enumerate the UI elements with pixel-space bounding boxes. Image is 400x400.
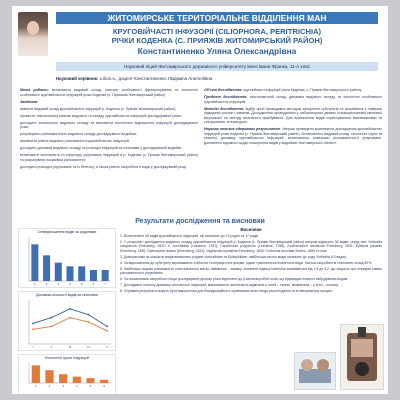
bar xyxy=(32,365,40,383)
data-point xyxy=(32,323,34,325)
chart-1 xyxy=(18,228,116,288)
chart-3-plot xyxy=(19,355,115,389)
x-tick-label: 3 xyxy=(57,282,60,286)
bar xyxy=(55,263,62,281)
poster xyxy=(12,6,388,394)
x-tick-label: V xyxy=(105,345,109,349)
affiliation: Науковий ліцей Житомирського державного університету імені Івана Франка, 11-А клас xyxy=(56,62,378,71)
bar xyxy=(90,270,97,281)
results-paragraph: 3. Домінуючими за кількістю видів виявилися родини Vorticellidae та Epistylididae; найбільша частка видів належить до роду Vorticella (10 видів). xyxy=(120,254,347,259)
x-tick-label: IV xyxy=(87,345,90,349)
bar xyxy=(45,370,53,383)
chart-3 xyxy=(18,354,116,394)
x-tick-label: 5 xyxy=(89,384,92,388)
bar xyxy=(78,266,85,281)
data-point xyxy=(106,326,108,328)
object-paragraph xyxy=(204,88,382,93)
novelty-paragraph xyxy=(204,127,382,145)
x-tick-label: 6 xyxy=(92,282,95,286)
data-point xyxy=(51,326,53,328)
tasks-heading xyxy=(20,100,198,105)
x-tick-label: 7 xyxy=(104,282,106,286)
chart-2 xyxy=(18,291,116,351)
results-paragraph: 2. У результаті дослідження видового складу круговійчастих інфузорій р. Коденка (с. Пряжів Житомирський район) вперше відмічено 36 видів, серед них: Vorticella campanula Ehrenberg, 1831; V. convallaria (Linnaeus, 1767); Carchesium polypinum (Linnaeus, 1758); Zoothamnium arbuscula Ehrenberg, 1831; Epistylis plicatilis Ehrenberg, 1830; Opercularia nutans (Ehrenberg, 1831); Vaginicola crystallina Ehrenberg, 1830; Cothurnia annulata Stokes, 1885 та інші. xyxy=(120,240,382,253)
goal-paragraph xyxy=(20,88,198,97)
object-label: Об’єкт дослідження: xyxy=(204,88,243,92)
data-point xyxy=(69,317,71,319)
chart-1-title: Співвідношення видів за родинами xyxy=(37,230,97,234)
subject-label: Предмет дослідження: xyxy=(204,95,248,99)
task-item: визначити рівень видового різноманіття круговійчастих інфузорій; xyxy=(20,139,130,143)
tasks-label: Завдання: xyxy=(20,99,39,104)
results-paragraph: 7. Досліджено сезонну динаміку чисельності інфузорій: максимальна чисельність відмічена у липні – серпні, мінімальна – у січні – лютому. xyxy=(120,282,339,287)
x-tick-label: 2 xyxy=(48,384,51,388)
methods-label: Методи дослідження: xyxy=(204,106,245,111)
supervisor-text: к.біол.н., доцент Константиненко Людмила Анатоліївна xyxy=(99,76,213,81)
chart-3-title: Екологічні групи інфузорій xyxy=(45,356,89,360)
novelty-label: Наукова новизна одержаних результатів. xyxy=(204,127,281,131)
x-tick-label: 2 xyxy=(45,282,48,286)
results-heading: Висновки xyxy=(240,227,262,232)
x-tick-label: 6 xyxy=(103,384,106,388)
task-item: дослідити розподіл угруповань та їх бентосу, а також рівень сапробності води у досліджуваній річці. xyxy=(20,164,187,169)
data-point xyxy=(88,321,90,323)
organization-banner: ЖИТОМИРСЬКЕ ТЕРИТОРІАЛЬНЕ ВІДДІЛЕННЯ МАН xyxy=(56,12,378,24)
x-tick-label: 4 xyxy=(75,384,78,388)
task-item: вивчити видовий склад круговійчастих інфузорій р. Коденка (с. Пряжів Житомирський район); xyxy=(20,106,177,111)
subject-paragraph xyxy=(204,95,382,104)
results-text xyxy=(120,228,382,295)
chart-2-plot xyxy=(19,292,115,350)
bar xyxy=(59,374,67,383)
bar xyxy=(73,377,81,383)
results-paragraphs xyxy=(120,234,382,293)
task-item: провести таксономічну ревізію видового та складу круговійчастих інфузорій досліджуваної річки; xyxy=(20,113,182,118)
results-paragraph: 8. Отримані результати можуть бути використані для біоіндикаційного оцінювання якості води річки Коденка та в навчальному процесі. xyxy=(120,288,333,293)
intro-right-column xyxy=(204,88,382,148)
results-paragraph: 1. Встановлено 36 видів круговійчастих інфузорій, які належать до 13 родин та 17 родів. xyxy=(120,234,259,239)
goal-text: встановити видовий склад, описати особливості функціонування та екологічні особливості круговійчастих інфузорій річки Коденка (с. Приязжів Житомирський район). xyxy=(20,88,198,97)
x-tick-label: ІІІ xyxy=(68,345,72,349)
x-tick-label: 1 xyxy=(34,384,37,388)
goal-label-text: Мета роботи: xyxy=(20,88,49,92)
data-point xyxy=(88,314,90,316)
bar xyxy=(31,244,38,281)
x-tick-label: 3 xyxy=(62,384,65,388)
supervisor xyxy=(56,76,378,81)
poster-title xyxy=(56,27,378,45)
chart-2-title: Динаміка кількості видів за сезонами xyxy=(36,293,98,297)
x-tick-label: І xyxy=(32,345,34,349)
bar xyxy=(86,378,94,383)
novelty-text: Уперше проведено комплексне дослідження круговійчастих інфузорій річки Коденка (с. Пряжів Житомирський район). Встановлено видовий склад, екологічні групи та сезонну динаміку круговійчастих інфузорій; встановлено показники різноманітності угруповань; доповнено відомості щодо поширення видів у водоймах Житомирської області. xyxy=(204,127,382,145)
methods-text: відбір проб проводився методом занурення субстратів та зіскрібання з поверхні підводних рослин і каменів. Дослідження проводилися у лабораторних умовах із використанням світлової мікроскопії та методу вітального фарбування. Для визначення видів користувалися визначниками та спеціальною літературою. xyxy=(204,106,382,124)
bar xyxy=(43,255,50,281)
bar xyxy=(102,270,109,281)
tasks-list xyxy=(20,107,198,170)
task-item: розрахувати різноманітність видового складу досліджуваної водойми; xyxy=(20,132,137,136)
supervisor-label: Науковий керівник: xyxy=(56,76,99,81)
bar xyxy=(100,380,108,383)
data-point xyxy=(51,317,53,319)
author-photo xyxy=(18,12,48,56)
x-tick-label: 5 xyxy=(80,282,83,286)
x-tick-label: 1 xyxy=(34,282,36,286)
data-point xyxy=(32,328,34,330)
object-text: круговійчасті інфузорії річки Коденка, с. Пряжів Житомирського району. xyxy=(243,88,363,92)
results-paragraph: 5. Найбільше видове різноманіття спостерігалося влітку, найменше – взимку; значення індексу Шеннона коливаються від 1,8 до 3,2, що свідчить про середній рівень різноманітності угруповань. xyxy=(120,266,382,275)
bar xyxy=(66,266,73,281)
data-point xyxy=(69,308,71,310)
task-item: встановити чисельність та структуру угруповань інфузорій в р. Коденка (с. Пряжів Житомирський район) та розрахувати показники різноманіття; xyxy=(20,153,198,162)
x-tick-label: ІІ xyxy=(50,345,53,349)
microscope-photo xyxy=(340,324,384,390)
author-name: Константиненко Уляна Олександрівна xyxy=(137,46,297,56)
task-item: дослідити динаміку видового складу та розподіл інфузорій за сезонами у досліджуваній водоймі; xyxy=(20,146,182,150)
title-line-1: КРУГОВІЙЧАСТІ ІНФУЗОРІЇ (CILIOPHORA, PERITRICHIA) xyxy=(112,27,322,36)
methods-paragraph xyxy=(204,107,382,125)
chart-1-plot xyxy=(19,229,115,287)
results-section-title: Результати дослідження та висновки xyxy=(135,218,265,225)
results-paragraph: 4. За відношенням до субстрату переважають епібіонти та перифітонні форми, рідше трапляються планктонні види. Частка сапробіонтів становить понад 60%. xyxy=(120,260,373,265)
subject-text: таксономічний склад, динаміка видового складу та екологічні особливості круговійчастих інфузорій. xyxy=(204,95,383,104)
x-tick-label: 4 xyxy=(69,282,71,286)
specimen-photo xyxy=(294,352,336,390)
data-point xyxy=(106,330,108,332)
intro-left-column xyxy=(20,88,198,172)
task-item: дослідити зональність видового складу та визначити екологічне відношення інфузорій досліджуваної річки; xyxy=(20,120,198,129)
title-line-2: РІЧКИ КОДЕНКА (С. ПРИЯЖІВ ЖИТОМИРСЬКИЙ РАЙОН) xyxy=(111,36,323,45)
results-paragraph: 6. За показниками сапробності води досліджувану ділянку річки віднесено до β-мезосапробної зони, що відповідає помірно забрудненим водам. xyxy=(120,276,349,281)
